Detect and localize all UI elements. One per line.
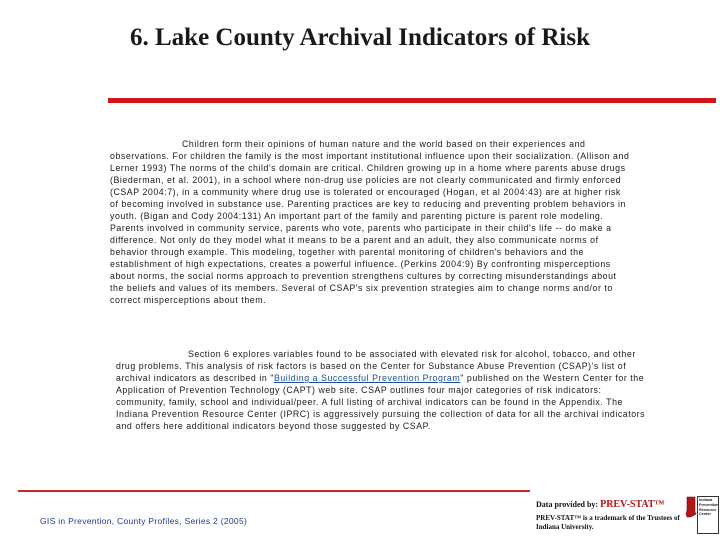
title-divider	[108, 98, 716, 103]
section-text-end: " published on the Western Center for the Application of Prevention Technology (CAPT) web site. CSAP outlines four major categories of risk indicators: community, family, school and individual/peer. A full listing of archival indicators can be found in the Appendix. The Indiana Prevention Resource Center (IPRC) is aggressively pursuing the collection of data for all the archival indicators and offers here additional indicators beyond those suggested by CSAP.	[116, 373, 646, 431]
section-paragraph	[116, 348, 652, 432]
footer-divider	[18, 490, 530, 492]
page-title: 6. Lake County Archival Indicators of Risk	[129, 24, 590, 51]
indiana-map-icon	[685, 496, 697, 518]
footer-citation: GIS in Prevention, County Profiles, Series 2 (2005)	[40, 516, 248, 526]
prev-stat-logo	[530, 492, 719, 538]
iprc-name: Indiana Prevention Resource Center	[699, 498, 719, 517]
prevention-program-link[interactable]: Building a Successful Prevention Program	[273, 373, 461, 383]
section-text-start: Section 6 explores variables found to be associated with elevated risk for alcohol, tobacco, and other drug problems. This analysis of risk factors is based on the Center for Substance Abuse Prevention (CSAP)'s list of archival indicators as described in "	[116, 349, 636, 383]
iprc-logo-box	[697, 496, 719, 534]
intro-paragraph: Children form their opinions of human nature and the world based on their experiences and observations. For children the family is the most important institutional influence upon their socialization. (Allison and Lerner 1993) The norms of the child's domain are critical. Children growing up in a home where parents abuse drugs (Biederman, et al. 2001), in a school where non-drug use policies are not clearly communicated and firmly enforced (CSAP 2004:7), in a community where drug use is tolerated or encouraged (Hogan, et al 2004:43) are at higher risk of becoming involved in substance use. Parenting practices are key to reducing and preventing problem behaviors in youth. (Bigan and Cody 2004:131) An important part of the family and parenting picture is parent role modeling. Parents involved in community service, parents who vote, parents who participate in their child's life -- do make a difference. Not only do they model what it means to be a parent and an adult, they also communicate norms of behavior through example. This modeling, together with parental monitoring of children's behaviors and the establishment of high expectations, creates a powerful influence. (Perkins 2004:9) By confronting misperceptions about norms, the social norms approach to prevention strengthens cultures by correcting misunderstandings about the beliefs and values of its members. Several of CSAP's six prevention strategies aim to change norms and/or to correct misperceptions about them.	[110, 139, 630, 305]
prev-stat-brand: PREV-STAT™	[600, 499, 665, 510]
provided-by-label: Data provided by:	[536, 500, 601, 509]
data-provider-line	[536, 499, 665, 510]
trademark-notice: PREV-STAT™ is a trademark of the Trustees of Indiana University.	[536, 514, 680, 531]
